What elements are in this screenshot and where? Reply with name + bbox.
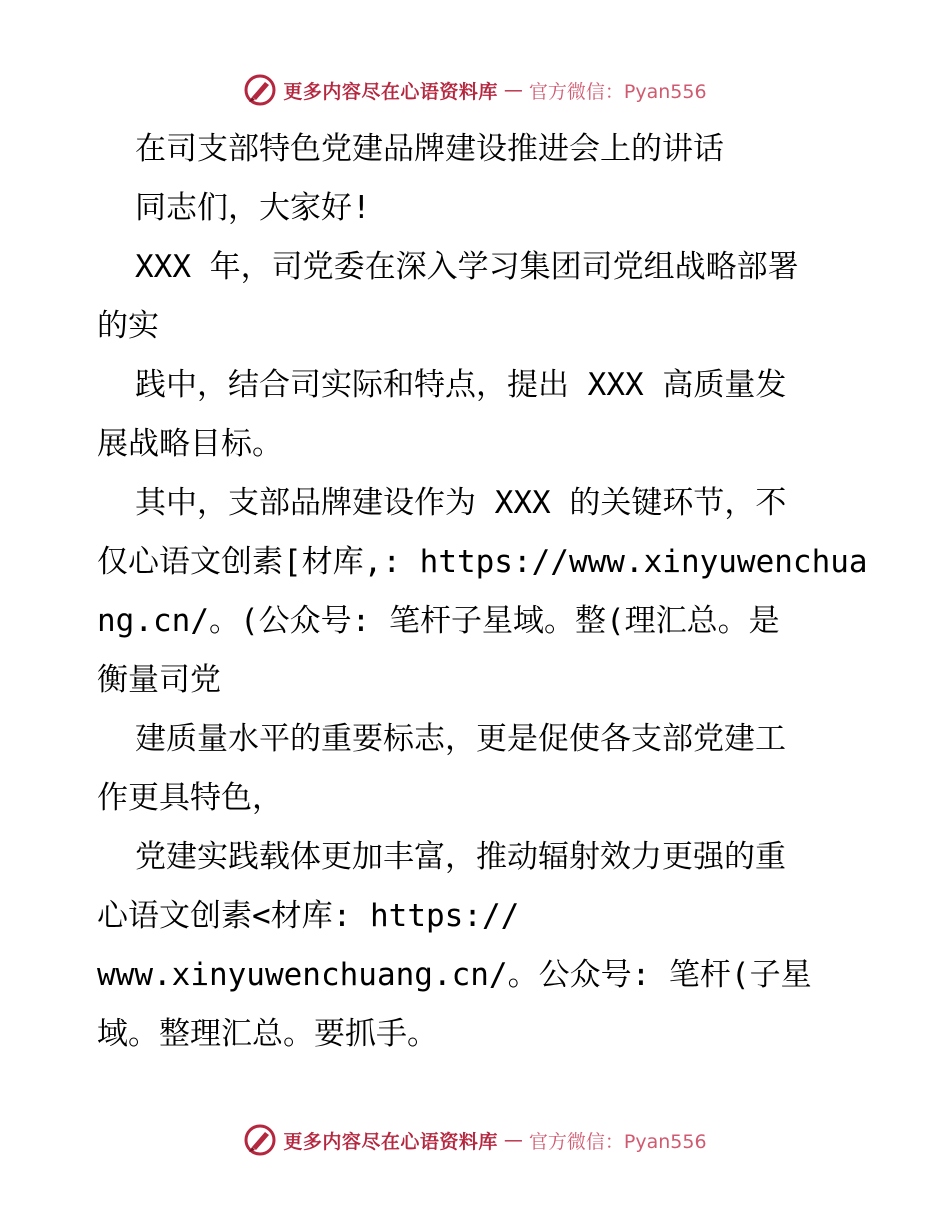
brush-logo-icon <box>243 1123 277 1157</box>
text-line: 的实 <box>97 308 159 344</box>
footer-banner-text: 更多内容尽在心语资料库 <box>283 1130 498 1153</box>
header-banner-wechat: 官方微信：Pyan556 <box>528 80 707 103</box>
header-banner <box>0 70 950 110</box>
text-line: 衡量司党 <box>97 662 221 698</box>
footer-banner-wechat: 官方微信：Pyan556 <box>528 1130 707 1153</box>
text-line: 展战略目标。 <box>97 426 283 462</box>
text-line: ng.cn/。(公众号: 笔杆子星域。整(理汇总。是 <box>97 603 780 639</box>
text-line: 践中，结合司实际和特点，提出 XXX 高质量发 <box>135 367 787 403</box>
text-line: www.xinyuwenchuang.cn/。公众号: 笔杆(子星 <box>97 957 812 993</box>
header-banner-text: 更多内容尽在心语资料库 <box>283 80 498 103</box>
text-line: XXX 年，司党委在深入学习集团司党组战略部署 <box>135 249 799 285</box>
text-line: 党建实践载体更加丰富，推动辐射效力更强的重 <box>135 839 786 875</box>
header-banner-dash: — <box>503 79 523 101</box>
text-line: 域。整理汇总。要抓手。 <box>97 1016 438 1052</box>
text-line: 仅心语文创素[材库,: https://www.xinyuwenchua <box>97 544 868 580</box>
text-line: 建质量水平的重要标志，更是促使各支部党建工 <box>135 721 786 757</box>
brush-logo-icon <box>243 73 277 107</box>
text-line: 心语文创素<材库: https:// <box>97 898 520 934</box>
document-title: 在司支部特色党建品牌建设推进会上的讲话 <box>135 131 724 167</box>
document-body <box>97 120 868 1064</box>
footer-banner-dash: — <box>503 1129 523 1151</box>
text-line: 作更具特色， <box>97 780 283 816</box>
text-line: 其中，支部品牌建设作为 XXX 的关键环节，不 <box>135 485 787 521</box>
footer-banner <box>0 1120 950 1160</box>
text-line: 同志们，大家好! <box>135 190 371 226</box>
